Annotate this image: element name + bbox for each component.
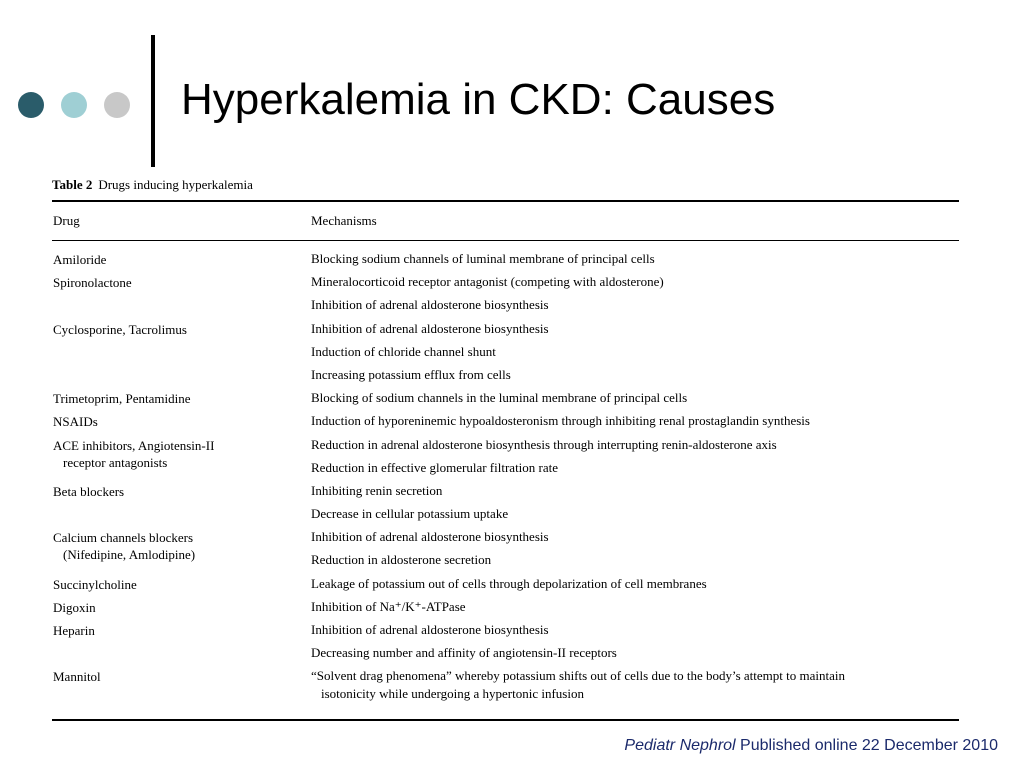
dot-light-icon xyxy=(61,92,87,118)
table-caption-text: Drugs inducing hyperkalemia xyxy=(98,177,253,192)
mechanism-text: Inhibiting renin secretion xyxy=(311,482,443,498)
table-row xyxy=(52,529,959,575)
dot-dark-icon xyxy=(18,92,44,118)
table-body xyxy=(52,241,959,719)
drug-name: Digoxin xyxy=(53,599,96,615)
mechanism-text: Induction of hyporeninemic hypoaldosteronism through inhibiting renal prostaglandin synthesis xyxy=(311,413,810,429)
dot-grey-icon xyxy=(104,92,130,118)
drug-name: Succinylcholine xyxy=(53,576,137,592)
drug-name: Trimetoprim, Pentamidine xyxy=(53,391,191,407)
mechanisms-cell xyxy=(311,483,959,529)
drug-cell xyxy=(52,599,311,622)
drug-name: Amiloride xyxy=(53,252,107,267)
drug-name: Beta blockers xyxy=(53,483,125,499)
mechanism-text: Reduction in effective glomerular filtration rate xyxy=(311,459,559,475)
drug-cell xyxy=(52,483,311,529)
drug-cell xyxy=(52,321,311,391)
table-row xyxy=(52,668,959,708)
slide-title: Hyperkalemia in CKD: Causes xyxy=(181,75,776,124)
drug-name: Cyclosporine, Tacrolimus xyxy=(53,321,187,337)
mechanism-text: Induction of chloride channel shunt xyxy=(311,343,496,359)
table-row xyxy=(52,413,959,436)
mechanisms-cell xyxy=(311,622,959,668)
drug-name: ACE inhibitors, Angiotensin-II xyxy=(53,437,215,453)
table-caption xyxy=(52,177,253,193)
drug-name: NSAIDs xyxy=(53,414,98,430)
drug-cell xyxy=(52,437,311,483)
table-row xyxy=(52,622,959,668)
drug-cell xyxy=(52,529,311,575)
header-drug: Drug xyxy=(53,213,80,228)
mechanism-text: Decrease in cellular potassium uptake xyxy=(311,506,509,522)
mechanisms-cell xyxy=(311,321,959,391)
drug-name: Calcium channels blockers xyxy=(53,530,194,546)
drug-name: Spironolactone xyxy=(53,275,132,291)
decorative-dots xyxy=(18,92,138,122)
table-row xyxy=(52,437,959,483)
mechanism-text: “Solvent drag phenomena” whereby potassium shifts out of cells due to the body’s attempt to maintain xyxy=(311,668,845,684)
mechanisms-cell xyxy=(311,599,959,622)
mechanism-text: Inhibition of adrenal aldosterone biosynthesis xyxy=(311,529,549,545)
mechanism-text: isotonicity while undergoing a hypertonic infusion xyxy=(321,685,584,701)
title-divider xyxy=(151,35,155,167)
citation-text: Published online 22 December 2010 xyxy=(735,737,998,754)
table-row xyxy=(52,390,959,413)
mechanisms-cell xyxy=(311,251,959,274)
mechanism-text: Reduction in aldosterone secretion xyxy=(311,552,492,568)
mechanism-text: Inhibition of adrenal aldosterone biosynthesis xyxy=(311,320,549,336)
mechanisms-cell xyxy=(311,274,959,320)
table-row xyxy=(52,321,959,391)
drug-cell xyxy=(52,413,311,436)
citation-journal: Pediatr Nephrol xyxy=(624,737,736,754)
drug-name: Heparin xyxy=(53,623,95,638)
table-row xyxy=(52,599,959,622)
drug-cell xyxy=(52,668,311,708)
mechanisms-cell xyxy=(311,390,959,413)
mechanisms-cell xyxy=(311,668,959,708)
mechanisms-cell xyxy=(311,413,959,436)
drug-name: receptor antagonists xyxy=(63,454,168,470)
drugs-table xyxy=(52,200,959,721)
table-row xyxy=(52,483,959,529)
table-header xyxy=(52,202,959,241)
header-mechanisms: Mechanisms xyxy=(311,213,377,228)
drug-cell xyxy=(52,622,311,668)
mechanism-text: Mineralocorticoid receptor antagonist (competing with aldosterone) xyxy=(311,274,664,290)
citation xyxy=(624,737,998,755)
table-label: Table 2 xyxy=(52,177,93,192)
drug-cell xyxy=(52,251,311,274)
mechanisms-cell xyxy=(311,576,959,599)
drug-name: Mannitol xyxy=(53,669,101,685)
drug-name: (Nifedipine, Amlodipine) xyxy=(63,547,196,563)
mechanism-text: Inhibition of Na⁺/K⁺-ATPase xyxy=(311,598,466,614)
table-row xyxy=(52,576,959,599)
drug-cell xyxy=(52,576,311,599)
mechanism-text: Leakage of potassium out of cells through depolarization of cell membranes xyxy=(311,575,707,591)
mechanism-text: Increasing potassium efflux from cells xyxy=(311,366,511,382)
mechanisms-cell xyxy=(311,529,959,575)
drug-cell xyxy=(52,274,311,320)
mechanism-text: Blocking of sodium channels in the luminal membrane of principal cells xyxy=(311,390,688,406)
mechanism-text: Blocking sodium channels of luminal membrane of principal cells xyxy=(311,251,655,266)
mechanism-text: Reduction in adrenal aldosterone biosynthesis through interrupting renin-aldosterone axis xyxy=(311,436,777,452)
mechanism-text: Inhibition of adrenal aldosterone biosynthesis xyxy=(311,297,549,313)
mechanism-text: Decreasing number and affinity of angiotensin-II receptors xyxy=(311,645,617,661)
drug-cell xyxy=(52,390,311,413)
table-row xyxy=(52,274,959,320)
mechanism-text: Inhibition of adrenal aldosterone biosynthesis xyxy=(311,622,549,637)
mechanisms-cell xyxy=(311,437,959,483)
table-row xyxy=(52,251,959,274)
